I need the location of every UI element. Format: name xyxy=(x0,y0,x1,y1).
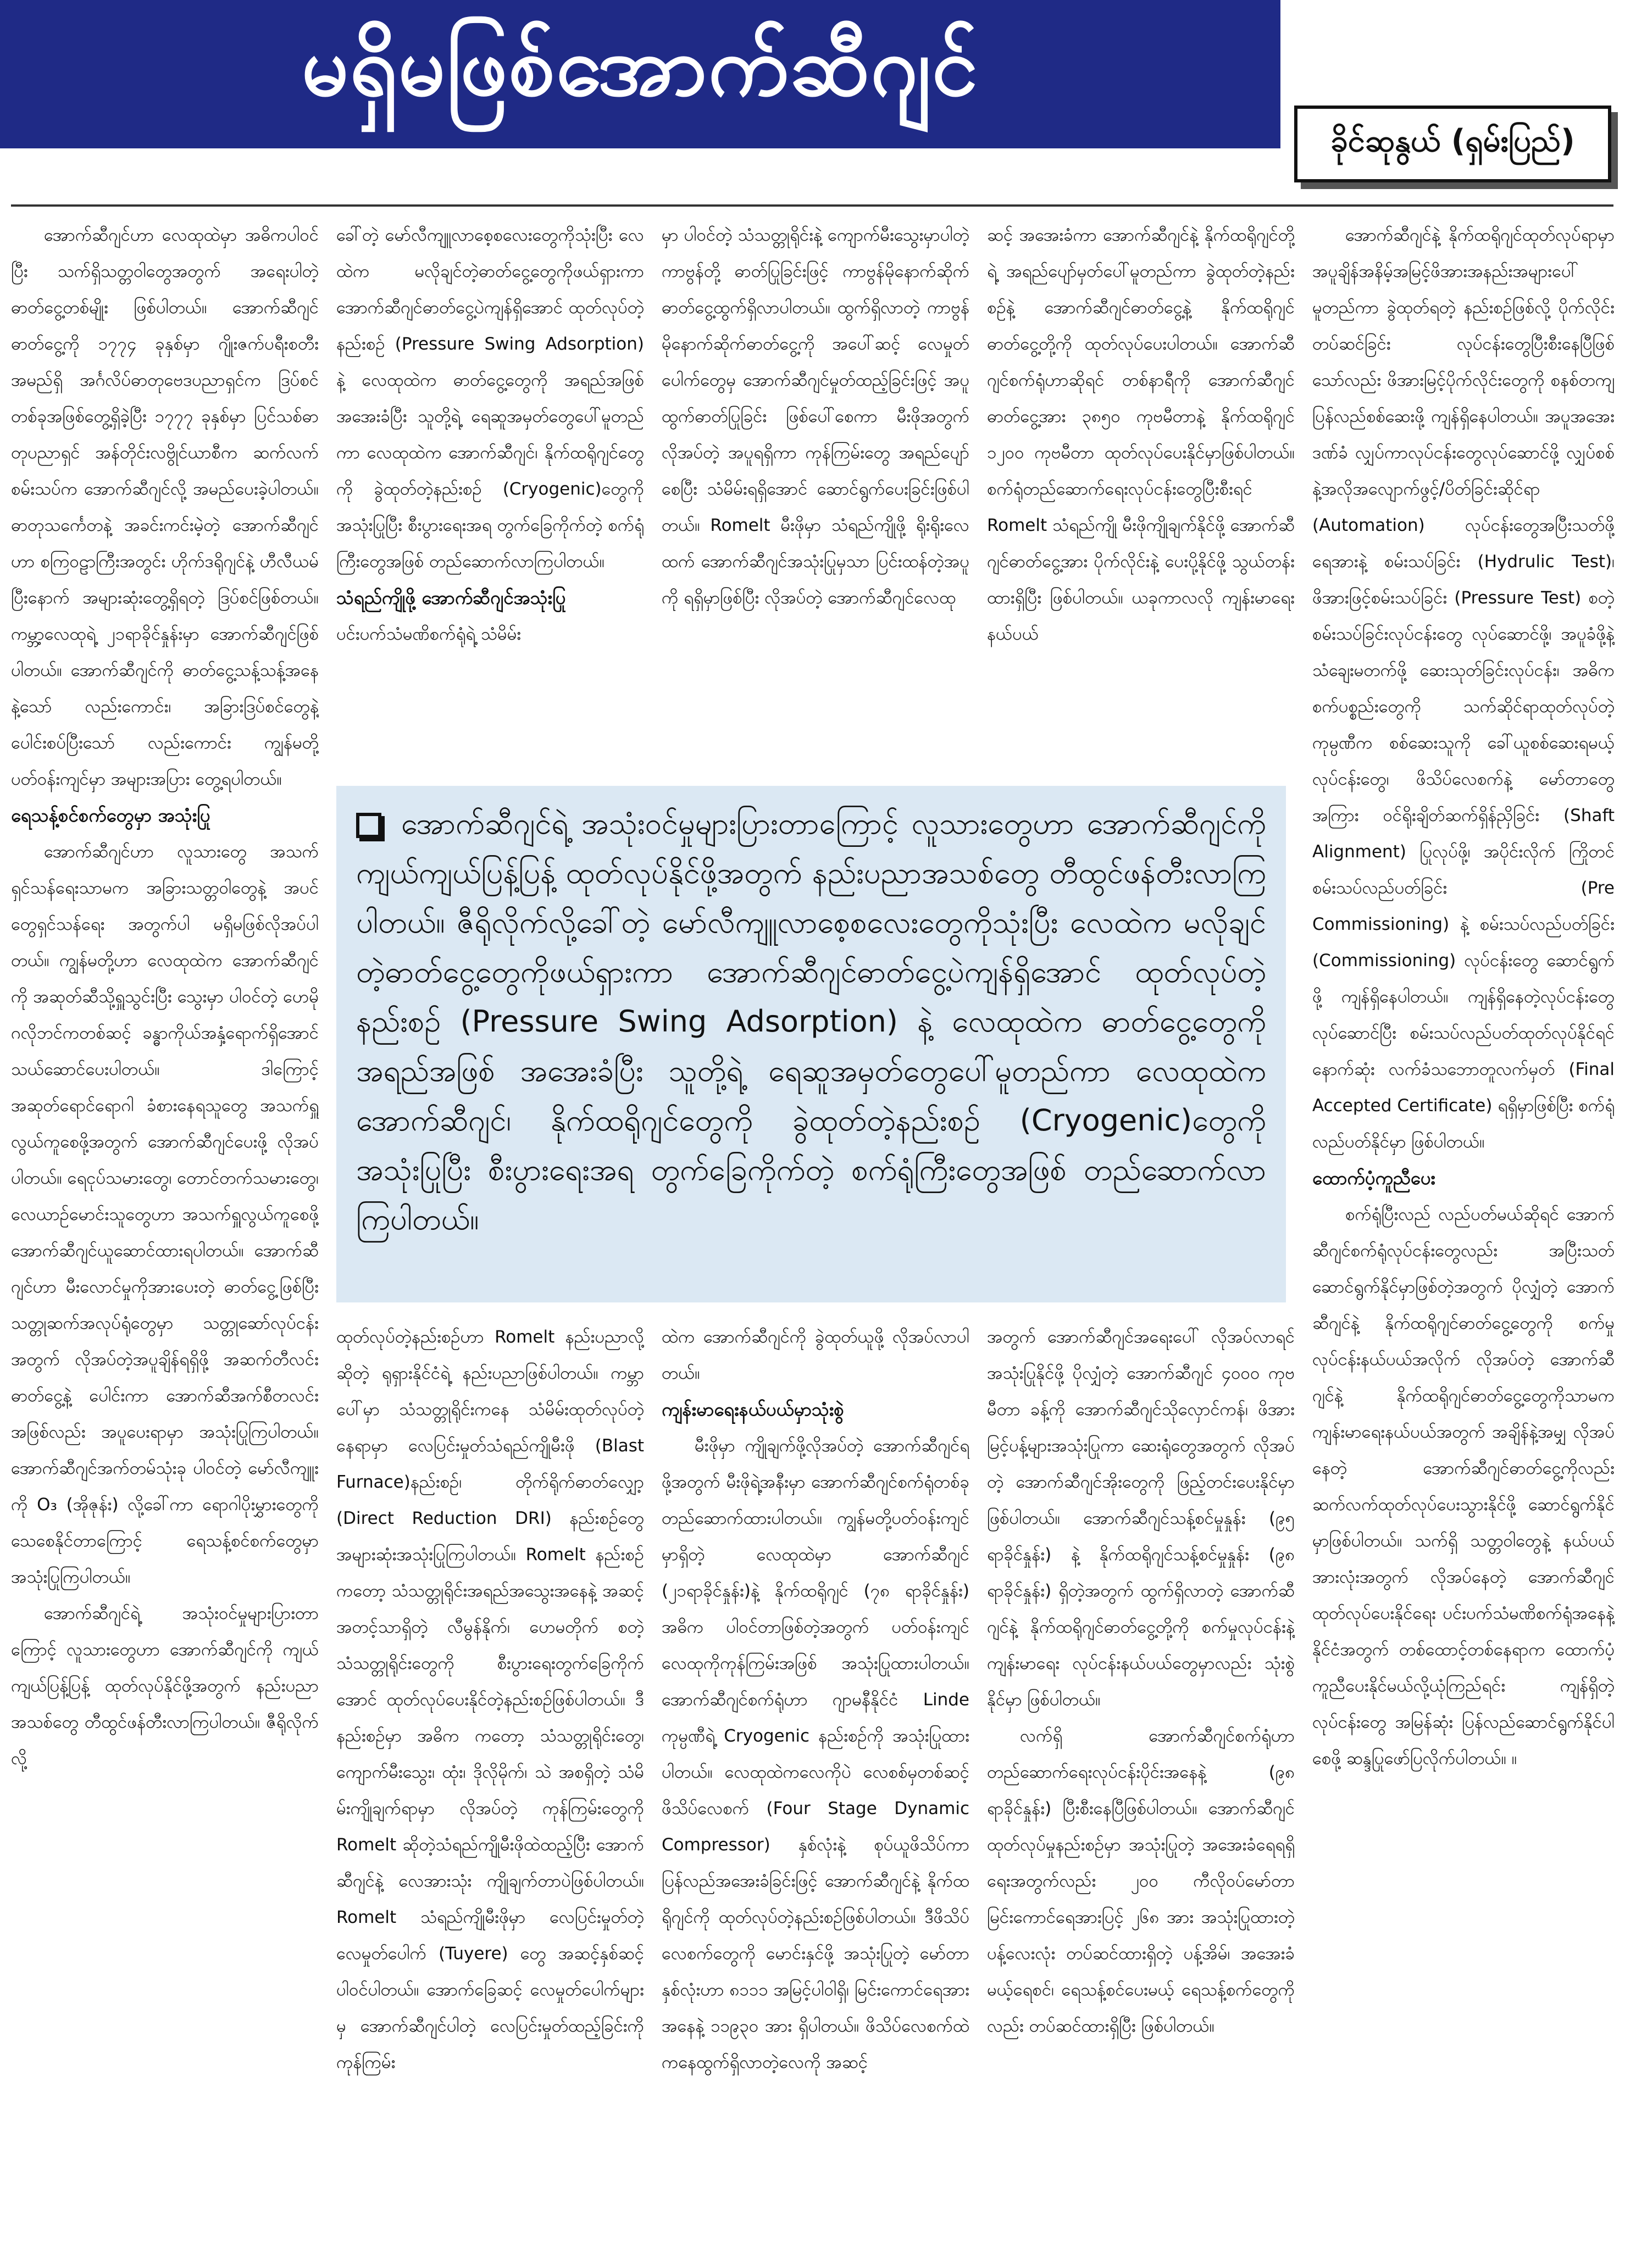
paragraph: ထဲက အောက်ဆီဂျင်ကို ခွဲထုတ်ယူဖို့ လိုအပ်လာပါတယ်။ xyxy=(662,1327,969,1383)
masthead-band xyxy=(0,0,1280,148)
column-1 xyxy=(11,217,319,2245)
paragraph: အောက်ဆီဂျင်ဟာ လူသားတွေ အသက်ရှင်သန်ရေးသာမက အခြားသတ္တဝါတွေနဲ့ အပင်တွေရှင်သန်ရေး အတွက်ပါ မရှိမဖြစ်လိုအပ်ပါတယ်။ ကျွန်မတို့ဟာ လေထုထဲက အောက်ဆီဂျင်ကို အဆုတ်ဆီသို့ရှူသွင်းပြီး သွေးမှာ ပါဝင်တဲ့ ဟေမိုဂလိုဘင်ကတစ်ဆင့် ခန္ဓာကိုယ်အနှံ့ရောက်ရှိအောင် သယ်ဆောင်ပေးပါတယ်။ ဒါကြောင့် အဆုတ်ရောင်ရောဂါ ခံစားနေရသူတွေ အသက်ရှူလွယ်ကူစေဖို့အတွက် အောက်ဆီဂျင်ပေးဖို့ လိုအပ်ပါတယ်။ ရေငုပ်သမားတွေ၊ တောင်တက်သမားတွေ၊ လေယာဉ်မောင်းသူတွေဟာ အသက်ရှူလွယ်ကူစေဖို့ အောက်ဆီဂျင်ယူဆောင်ထားရပါတယ်။ အောက်ဆီဂျင်ဟာ မီးလောင်မှုကိုအားပေးတဲ့ ဓာတ်ငွေ့ဖြစ်ပြီး သတ္တုဆက်အလုပ်ရုံတွေမှာ သတ္တုဆော်လုပ်ငန်းအတွက် လိုအပ်တဲ့အပူချိန်ရရှိဖို့ အဆက်တီလင်းဓာတ်ငွေ့နဲ့ ပေါင်းကာ အောက်ဆီအက်စီတလင်းအဖြစ်လည်း အပူပေးရာမှာ အသုံးပြုကြပါတယ်။ အောက်ဆီဂျင်အက်တမ်သုံးခု ပါဝင်တဲ့ မော်လီကျူးကို O₃ (အိုဇုန်း) လို့ခေါ်ကာ ရောဂါပိုးမွှားတွေကို သေစေနိုင်တာကြောင့် ရေသန့်စင်စက်တွေမှာ အသုံးပြုကြပါတယ်။ xyxy=(11,842,319,1587)
paragraph: အောက်ဆီဂျင်နဲ့ နိုက်ထရိုဂျင်ထုတ်လုပ်ရာမှာ အပူချိန်အနိမ့်အမြင့်ဖိအားအနည်းအများပေါ် မူတည်ကာ ခွဲထုတ်ရတဲ့ နည်းစဉ်ဖြစ်လို့ ပိုက်လိုင်းတပ်ဆင်ခြင်း လုပ်ငန်းတွေပြီးစီးနေပြီဖြစ်သော်လည်း ဖိအားမြင့်ပိုက်လိုင်းတွေကို စနစ်တကျပြန်လည်စစ်ဆေးဖို့ ကျန်ရှိနေပါတယ်။ အပူအအေးဒဏ်ခံ လျှပ်ကာလုပ်ငန်းတွေလုပ်ဆောင်ဖို့ လျှပ်စစ်နဲ့အလိုအလျောက်ဖွင့်/ပိတ်ခြင်းဆိုင်ရာ (Automation) လုပ်ငန်းတွေအပြီးသတ်ဖို့ ရေအားနဲ့ စမ်းသပ်ခြင်း (Hydrulic Test)၊ ဖိအားဖြင့်စမ်းသပ်ခြင်း (Pressure Test) စတဲ့ စမ်းသပ်ခြင်းလုပ်ငန်းတွေ လုပ်ဆောင်ဖို့၊ အပူခံဖို့နဲ့ သံချေးမတက်ဖို့ ဆေးသုတ်ခြင်းလုပ်ငန်း၊ အဓိကစက်ပစ္စည်းတွေကို သက်ဆိုင်ရာထုတ်လုပ်တဲ့ကုမ္ပဏီက စစ်ဆေးသူကို ခေါ်ယူစစ်ဆေးရမယ့် လုပ်ငန်းတွေ၊ ဖိသိပ်လေစက်နဲ့ မော်တာတွေအကြား ဝင်ရိုးချိတ်ဆက်ရှိန်ညှိခြင်း (Shaft Alignment) ပြုလုပ်ဖို့၊ အပိုင်းလိုက် ကြိုတင် စမ်းသပ်လည်ပတ်ခြင်း (Pre Commissioning) နဲ့ စမ်းသပ်လည်ပတ်ခြင်း (Commissioning) လုပ်ငန်းတွေ ဆောင်ရွက်ဖို့ ကျန်ရှိနေပါတယ်။ ကျန်ရှိနေတဲ့လုပ်ငန်းတွေ လုပ်ဆောင်ပြီး စမ်းသပ်လည်ပတ်ထုတ်လုပ်နိုင်ရင် နောက်ဆုံး လက်ခံသဘောတူလက်မှတ် (Final Accepted Certificate) ရရှိမှာဖြစ်ပြီး စက်ရုံလည်ပတ်နိုင်မှာ ဖြစ်ပါတယ်။ xyxy=(1312,225,1615,1152)
section-heading: သံရည်ကျိုဖို့ အောက်ဆီဂျင်အသုံးပြု xyxy=(336,587,566,608)
pull-quote xyxy=(336,786,1286,1302)
author-name: ခိုင်ဆုနွယ် (ရှမ်းပြည်) xyxy=(1330,123,1575,159)
header-rule xyxy=(11,204,1613,207)
section-heading: ကျန်းမာရေးနယ်ပယ်မှာသုံးစွဲ xyxy=(662,1399,844,1420)
section-heading: ရေသန့်စင်စက်တွေမှာ အသုံးပြု xyxy=(11,805,210,826)
column-4-lower xyxy=(987,1319,1295,2248)
paragraph: စက်ရုံပြီးလည် လည်ပတ်မယ်ဆိုရင် အောက်ဆီဂျင်စက်ရုံလုပ်ငန်းတွေလည်း အပြီးသတ်ဆောင်ရွက်နိုင်မှာဖြစ်တဲ့အတွက် ပိုလျှံတဲ့ အောက်ဆီဂျင်နဲ့ နိုက်ထရိုဂျင်ဓာတ်ငွေ့တွေကို စက်မှုလုပ်ငန်းနယ်ပယ်အလိုက် လိုအပ်တဲ့ အောက်ဆီဂျင်နဲ့ နိုက်ထရိုဂျင်ဓာတ်ငွေ့တွေကိုသာမက ကျန်းမာရေးနယ်ပယ်အတွက် အချိန်နဲ့အမျှ လိုအပ်နေတဲ့ အောက်ဆီဂျင်ဓာတ်ငွေ့ကိုလည်း ဆက်လက်ထုတ်လုပ်ပေးသွားနိုင်ဖို့ ဆောင်ရွက်နိုင်မှာဖြစ်ပါတယ်။ သက်ရှိ သတ္တဝါတွေနဲ့ နယ်ပယ်အားလုံးအတွက် လိုအပ်နေတဲ့ အောက်ဆီဂျင်ထုတ်လုပ်ပေးနိုင်ရေး ပင်းပက်သံမဏိစက်ရုံအနေနဲ့ နိုင်ငံအတွက် တစ်ထောင့်တစ်နေရာက ထောက်ပံ့ကူညီပေးနိုင်မယ်လို့ယုံကြည်ရင်း ကျန်ရှိတဲ့ လုပ်ငန်းတွေ အမြန်ဆုံး ပြန်လည်ဆောင်ရွက်နိုင်ပါစေဖို့ ဆန္ဒပြုဖော်ပြလိုက်ပါတယ်။ ။ xyxy=(1312,1205,1615,1768)
paragraph: အောက်ဆီဂျင်ဟာ လေထုထဲမှာ အဓိကပါဝင်ပြီး သက်ရှိသတ္တဝါတွေအတွက် အရေးပါတဲ့ ဓာတ်ငွေ့တစ်မျိုး ဖြစ်ပါတယ်။ အောက်ဆီဂျင်ဓာတ်ငွေ့ကို ၁၇၇၄ ခုနှစ်မှာ ဂျိုးဇက်ပရီးစတီး အမည်ရှိ အင်္ဂလိပ်ဓာတုဗေဒပညာရှင်က ဒြပ်စင်တစ်ခုအဖြစ်တွေ့ရှိခဲ့ပြီး ၁၇၇၇ ခုနှစ်မှာ ပြင်သစ်ဓာတုပညာရှင် အန်တိုင်းလဗွိုင်ယာစီက ဆက်လက်စမ်းသပ်က အောက်ဆီဂျင်လို့ အမည်ပေးခဲ့ပါတယ်။ ဓာတုသင်္ကေတနဲ့ အခင်းကင်းမဲ့တဲ့ အောက်ဆီဂျင်ဟာ စကြဝဠာကြီးအတွင်း ဟိုက်ဒရိုဂျင်နဲ့ ဟီလီယမ်ပြီးနောက် အများဆုံးတွေ့ရှိရတဲ့ ဒြပ်စင်ဖြစ်တယ်။ ကမ္ဘာ့လေထုရဲ့ ၂၁ရာခိုင်နှုန်းမှာ အောက်ဆီဂျင်ဖြစ်ပါတယ်။ အောက်ဆီဂျင်ကို ဓာတ်ငွေ့သန့်သန့်အနေနဲ့သော် လည်းကောင်း၊ အခြားဒြပ်စင်တွေနဲ့ ပေါင်းစပ်ပြီးသော် လည်းကောင်း ကျွန်မတို့ပတ်ဝန်းကျင်မှာ အများအပြား တွေ့ရပါတယ်။ xyxy=(11,225,319,789)
paragraph: မှာ ပါဝင်တဲ့ သံသတ္တုရိုင်းနဲ့ ကျောက်မီးသွေးမှာပါတဲ့ ကာဗွန်တို့ ဓာတ်ပြုခြင်းဖြင့် ကာဗွန်မိုနောက်ဆိုက် ဓာတ်ငွေ့ထွက်ရှိလာပါတယ်။ ထွက်ရှိလာတဲ့ ကာဗွန်မိုနောက်ဆိုက်ဓာတ်ငွေ့ကို အပေါ်ဆင့် လေမှုတ်ပေါက်တွေမှ အောက်ဆီဂျင်မှုတ်ထည့်ခြင်းဖြင့် အပူထွက်ဓာတ်ပြုခြင်း ဖြစ်ပေါ်စေကာ မီးဖိုအတွက် လိုအပ်တဲ့ အပူရရှိကာ ကုန်ကြမ်းတွေ အရည်ပျော်စေပြီး သံမိမ်းရရှိအောင် ဆောင်ရွက်ပေးခြင်းဖြစ်ပါတယ်။ Romelt မီးဖိုမှာ သံရည်ကျိုဖို့ ရိုးရိုးလေထက် အောက်ဆီဂျင်အသုံးပြုမှသာ ပြင်းထန်တဲ့အပူကို ရရှိမှာဖြစ်ပြီး လိုအပ်တဲ့ အောက်ဆီဂျင်လေထု xyxy=(662,225,969,608)
section-heading: ထောက်ပံ့ကူညီပေး xyxy=(1312,1167,1435,1189)
paragraph: မီးဖိုမှာ ကျိုချက်ဖို့လိုအပ်တဲ့ အောက်ဆီဂျင်ရဖို့အတွက် မီးဖိုရဲ့အနီးမှာ အောက်ဆီဂျင်စက်ရုံတစ်ခု တည်ဆောက်ထားပါတယ်။ ကျွန်မတို့ပတ်ဝန်းကျင်မှာရှိတဲ့ လေထုထဲမှာ အောက်ဆီဂျင် (၂၁ရာခိုင်နှုန်း)နဲ့ နိုက်ထရိုဂျင် (၇၈ ရာခိုင်နှုန်း) အဓိက ပါဝင်တာဖြစ်တဲ့အတွက် ပတ်ဝန်းကျင်လေထုကိုကုန်ကြမ်းအဖြစ် အသုံးပြုထားပါတယ်။ အောက်ဆီဂျင်စက်ရုံဟာ ဂျာမနီနိုင်ငံ Linde ကုမ္ပဏီရဲ့ Cryogenic နည်းစဉ်ကို အသုံးပြုထားပါတယ်။ လေထုထဲကလေကိုပဲ လေစစ်မှတစ်ဆင့် ဖိသိပ်လေစက် (Four Stage Dynamic Compressor) နှစ်လုံးနဲ့ စုပ်ယူဖိသိပ်ကာ ပြန်လည်အအေးခံခြင်းဖြင့် အောက်ဆီဂျင်နဲ့ နိုက်ထရိုဂျင်ကို ထုတ်လုပ်တဲ့နည်းစဉ်ဖြစ်ပါတယ်။ ဒီဖိသိပ်လေစက်တွေကို မောင်းနှင်ဖို့ အသုံးပြုတဲ့ မော်တာနှစ်လုံးဟာ ၈၁၁၁ အမြင့်ပါဝါရှိ၊ မြင်းကောင်ရေအားအနေနဲ့ ၁၁၉၃၀ အား ရှိပါတယ်။ ဖိသိပ်လေစက်ထဲကနေထွက်ရှိလာတဲ့လေကို အဆင့် xyxy=(662,1436,969,2072)
column-5 xyxy=(1312,217,1615,2245)
article-title: မရှိမဖြစ်အောက်ဆီဂျင် xyxy=(301,18,979,114)
column-2-lower xyxy=(336,1319,644,2248)
pull-quote-text: အောက်ဆီဂျင်ရဲ့ အသုံးဝင်မှုများပြားတာကြောင့် လူသားတွေဟာ အောက်ဆီဂျင်ကို ကျယ်ကျယ်ပြန့်ပြန့် ထုတ်လုပ်နိုင်ဖို့အတွက် နည်းပညာအသစ်တွေ တီထွင်ဖန်တီးလာကြပါတယ်။ ဇီရိုလိုက်လို့ခေါ်တဲ့ မော်လီကျူလာစေ့စလေးတွေကိုသုံးပြီး လေထဲက မလိုချင်တဲ့ဓာတ်ငွေ့တွေကိုဖယ်ရှားကာ အောက်ဆီဂျင်ဓာတ်ငွေ့ပဲကျန်ရှိအောင် ထုတ်လုပ်တဲ့နည်းစဉ် (Pressure Swing Adsorption) နဲ့ လေထုထဲက ဓာတ်ငွေ့တွေကို အရည်အဖြစ် အအေးခံပြီး သူတို့ရဲ့ ရေဆူအမှတ်တွေပေါ်မူတည်ကာ လေထုထဲက အောက်ဆီဂျင်၊ နိုက်ထရိုဂျင်တွေကို ခွဲထုတ်တဲ့နည်းစဉ် (Cryogenic)တွေကို အသုံးပြုပြီး စီးပွားရေးအရ တွက်ခြေကိုက်တဲ့ စက်ရုံကြီးတွေအဖြစ် တည်ဆောက်လာကြပါတယ်။ xyxy=(356,806,1266,1236)
square-bullet-icon xyxy=(356,813,381,838)
paragraph: ဆင့် အအေးခံကာ အောက်ဆီဂျင်နဲ့ နိုက်ထရိုဂျင်တို့ရဲ့ အရည်ပျော်မှတ်ပေါ်မူတည်ကာ ခွဲထုတ်တဲ့နည်းစဉ်နဲ့ အောက်ဆီဂျင်ဓာတ်ငွေ့နဲ့ နိုက်ထရိုဂျင်ဓာတ်ငွေ့တို့ကို ထုတ်လုပ်ပေးပါတယ်။ အောက်ဆီဂျင်စက်ရုံဟာဆိုရင် တစ်နာရီကို အောက်ဆီဂျင်ဓာတ်ငွေ့အား ၃၈၅၀ ကုဗမီတာနဲ့ နိုက်ထရိုဂျင် ၁၂၀၀ ကုဗမီတာ ထုတ်လုပ်ပေးနိုင်မှာဖြစ်ပါတယ်။ စက်ရုံတည်ဆောက်ရေးလုပ်ငန်းတွေပြီးစီးရင် Romelt သံရည်ကျို မီးဖိုကျိုချက်နိုင်ဖို့ အောက်ဆီဂျင်ဓာတ်ငွေ့အား ပိုက်လိုင်းနဲ့ ပေးပို့နိုင်ဖို့ သွယ်တန်းထားရှိပြီး ဖြစ်ပါတယ်။ ယခုကာလလို ကျန်းမာရေးနယ်ပယ် xyxy=(987,225,1295,644)
paragraph: ခေါ်တဲ့ မော်လီကျူလာစေ့စလေးတွေကိုသုံးပြီး လေထဲက မလိုချင်တဲ့ဓာတ်ငွေ့တွေကိုဖယ်ရှားကာ အောက်ဆီဂျင်ဓာတ်ငွေ့ပဲကျန်ရှိအောင် ထုတ်လုပ်တဲ့နည်းစဉ် (Pressure Swing Adsorption) နဲ့ လေထုထဲက ဓာတ်ငွေ့တွေကို အရည်အဖြစ် အအေးခံပြီး သူတို့ရဲ့ ရေဆူအမှတ်တွေပေါ်မူတည်ကာ လေထုထဲက အောက်ဆီဂျင်၊ နိုက်ထရိုဂျင်တွေကို ခွဲထုတ်တဲ့နည်းစဉ် (Cryogenic)တွေကို အသုံးပြုပြီး စီးပွားရေးအရ တွက်ခြေကိုက်တဲ့ စက်ရုံကြီးတွေအဖြစ် တည်ဆောက်လာကြပါတယ်။ xyxy=(336,225,644,572)
paragraph: လက်ရှိ အောက်ဆီဂျင်စက်ရုံဟာ တည်ဆောက်ရေးလုပ်ငန်းပိုင်းအနေနဲ့ (၉၈ ရာခိုင်နှုန်း) ပြီးစီးနေပြီဖြစ်ပါတယ်။ အောက်ဆီဂျင်ထုတ်လုပ်မှုနည်းစဉ်မှာ အသုံးပြုတဲ့ အအေးခံရေရရှိရေးအတွက်လည်း ၂၀၀ ကီလိုဝပ်မော်တာ မြင်းကောင်ရေအားပြင့် ၂၆၈ အား အသုံးပြုထားတဲ့ ပန့်လေးလုံး တပ်ဆင်ထားရှိတဲ့ ပန့်အိမ်၊ အအေးခံမယ့်ရေစင်၊ ရေသန့်စင်ပေးမယ့် ရေသန့်စက်တွေကိုလည်း တပ်ဆင်ထားရှိပြီး ဖြစ်ပါတယ်။ xyxy=(987,1726,1295,2036)
author-box xyxy=(1294,106,1611,182)
paragraph: ပင်းပက်သံမဏိစက်ရုံရဲ့ သံမိမ်း xyxy=(336,624,522,644)
column-3-lower xyxy=(662,1319,969,2248)
paragraph: အောက်ဆီဂျင်ရဲ့ အသုံးဝင်မှုများပြားတာကြောင့် လူသားတွေဟာ အောက်ဆီဂျင်ကို ကျယ်ကျယ်ပြန့်ပြန့် ထုတ်လုပ်နိုင်ဖို့အတွက် နည်းပညာအသစ်တွေ တီထွင်ဖန်တီးလာကြပါတယ်။ ဇီရိုလိုက်လို့ xyxy=(11,1604,319,1768)
column-4 xyxy=(987,217,1295,778)
column-2 xyxy=(336,217,644,778)
paragraph: ထုတ်လုပ်တဲ့နည်းစဉ်ဟာ Romelt နည်းပညာလို့ဆိုတဲ့ ရုရှားနိုင်ငံရဲ့ နည်းပညာဖြစ်ပါတယ်။ ကမ္ဘာပေါ်မှာ သံသတ္တုရိုင်းကနေ သံမိမ်းထုတ်လုပ်တဲ့နေရာမှာ လေပြင်းမှုတ်သံရည်ကျိုမီးဖို (Blast Furnace)နည်းစဉ်၊ တိုက်ရိုက်ဓာတ်လျှော့ (Direct Reduction DRI) နည်းစဉ်တွေ အများဆုံးအသုံးပြုကြပါတယ်။ Romelt နည်းစဉ်ကတော့ သံသတ္တုရိုင်းအရည်အသွေးအနေနဲ့ အဆင့်အတင့်သာရှိတဲ့ လီမွန်နိုက်၊ ဟေမတိုက် စတဲ့သံသတ္တုရိုင်းတွေကို စီးပွားရေးတွက်ခြေကိုက်အောင် ထုတ်လုပ်ပေးနိုင်တဲ့နည်းစဉ်ဖြစ်ပါတယ်။ ဒီနည်းစဉ်မှာ အဓိက ကတော့ သံသတ္တုရိုင်းတွေ၊ ကျောက်မီးသွေး၊ ထုံး၊ ဒိုလိုမိုက်၊ သဲ အစရှိတဲ့ သံမိမ်းကျိုချက်ရာမှာ လိုအပ်တဲ့ ကုန်ကြမ်းတွေကို Romelt ဆိုတဲ့သံရည်ကျိုမီးဖိုထဲထည့်ပြီး အောက်ဆီဂျင်နဲ့ လေအားသုံး ကျိုချက်တာပဲဖြစ်ပါတယ်။ Romelt သံရည်ကျိုမီးဖိုမှာ လေပြင်းမှုတ်တဲ့ လေမှုတ်ပေါက် (Tuyere) တွေ အဆင့်နှစ်ဆင့်ပါဝင်ပါတယ်။ အောက်ခြေဆင့် လေမှုတ်ပေါက်များမှ အောက်ဆီဂျင်ပါတဲ့ လေပြင်းမှုတ်ထည့်ခြင်းကို ကုန်ကြမ်း xyxy=(336,1327,644,2072)
paragraph: အတွက် အောက်ဆီဂျင်အရေးပေါ် လိုအပ်လာရင် အသုံးပြုနိုင်ဖို့ ပိုလျှံတဲ့ အောက်ဆီဂျင် ၄၀၀၀ ကုဗမီတာ ခန့်ကို အောက်ဆီဂျင်သိုလှောင်ကန်၊ ဖိအားမြင့်ပန့်များအသုံးပြုကာ ဆေးရုံတွေအတွက် လိုအပ်တဲ့ အောက်ဆီဂျင်အိုးတွေကို ဖြည့်တင်းပေးနိုင်မှာ ဖြစ်ပါတယ်။ အောက်ဆီဂျင်သန့်စင်မှုနှုန်း (၉၅ ရာခိုင်နှုန်း) နဲ့ နိုက်ထရိုဂျင်သန့်စင်မှုနှုန်း (၉၈ ရာခိုင်နှုန်း) ရှိတဲ့အတွက် ထွက်ရှိလာတဲ့ အောက်ဆီဂျင်နဲ့ နိုက်ထရိုဂျင်ဓာတ်ငွေ့တို့ကို စက်မှုလုပ်ငန်းနဲ့ ကျန်းမာရေး လုပ်ငန်းနယ်ပယ်တွေမှာလည်း သုံးစွဲနိုင်မှာ ဖြစ်ပါတယ်။ xyxy=(987,1327,1295,1710)
column-3 xyxy=(662,217,969,778)
